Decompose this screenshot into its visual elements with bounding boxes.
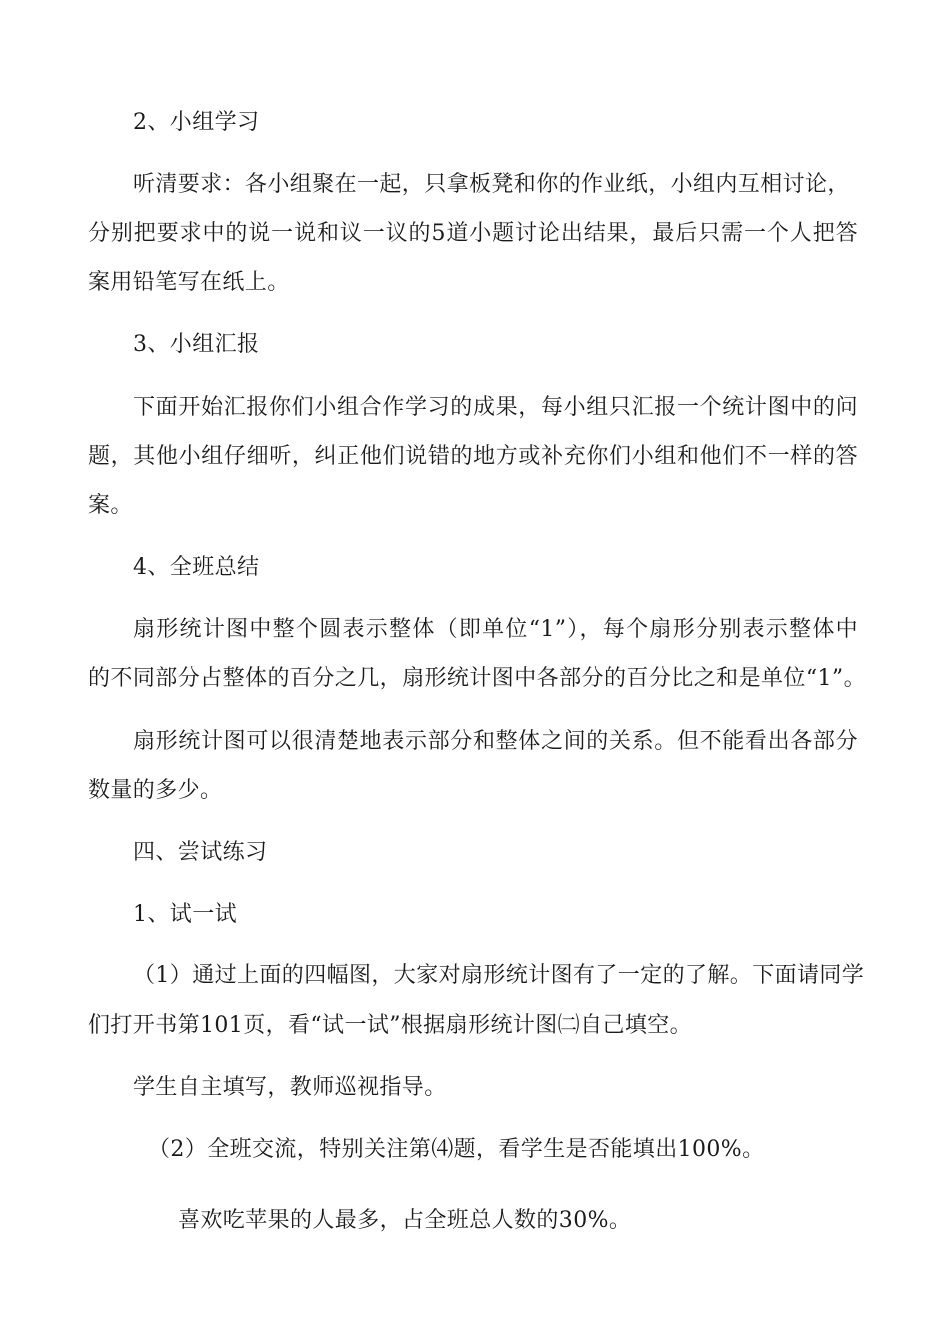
paragraph-line: 喜欢吃苹果的人最多，占全班总人数的30%。 [178, 1208, 632, 1233]
paragraph-line: 案。 [88, 493, 133, 518]
section-heading-practice: 四、尝试练习 [133, 840, 268, 865]
paragraph-line: 数量的多少。 [88, 778, 223, 803]
paragraph-line: 下面开始汇报你们小组合作学习的成果，每小组只汇报一个统计图中的问 [133, 395, 858, 420]
paragraph-line: 分别把要求中的说一说和议一议的5道小题讨论出结果，最后只需一个人把答 [88, 221, 858, 246]
section-heading-group-report: 3、小组汇报 [133, 332, 260, 357]
paragraph-line: 扇形统计图中整个圆表示整体（即单位“1”），每个扇形分别表示整体中 [133, 617, 858, 642]
section-heading-group-study: 2、小组学习 [133, 110, 260, 135]
paragraph-line: 们打开书第101页，看“试一试”根据扇形统计图㈡自己填空。 [88, 1013, 693, 1038]
paragraph-line: 题，其他小组仔细听，纠正他们说错的地方或补充你们小组和他们不一样的答 [88, 444, 858, 469]
paragraph-line: 案用铅笔写在纸上。 [88, 270, 290, 295]
section-heading-class-summary: 4、全班总结 [133, 555, 260, 580]
paragraph-line: 学生自主填写，教师巡视指导。 [133, 1075, 447, 1100]
paragraph-line: 听清要求：各小组聚在一起，只拿板凳和你的作业纸，小组内互相讨论， [133, 172, 850, 197]
paragraph-line: 的不同部分占整体的百分之几，扇形统计图中各部分的百分比之和是单位“1”。 [88, 666, 866, 691]
section-heading-try: 1、试一试 [133, 902, 237, 927]
paragraph-line: 扇形统计图可以很清楚地表示部分和整体之间的关系。但不能看出各部分 [133, 729, 858, 754]
paragraph-line: （2）全班交流，特别关注第⑷题，看学生是否能填出100%。 [148, 1137, 765, 1162]
paragraph-line: （1）通过上面的四幅图，大家对扇形统计图有了一定的了解。下面请同学 [133, 963, 865, 988]
